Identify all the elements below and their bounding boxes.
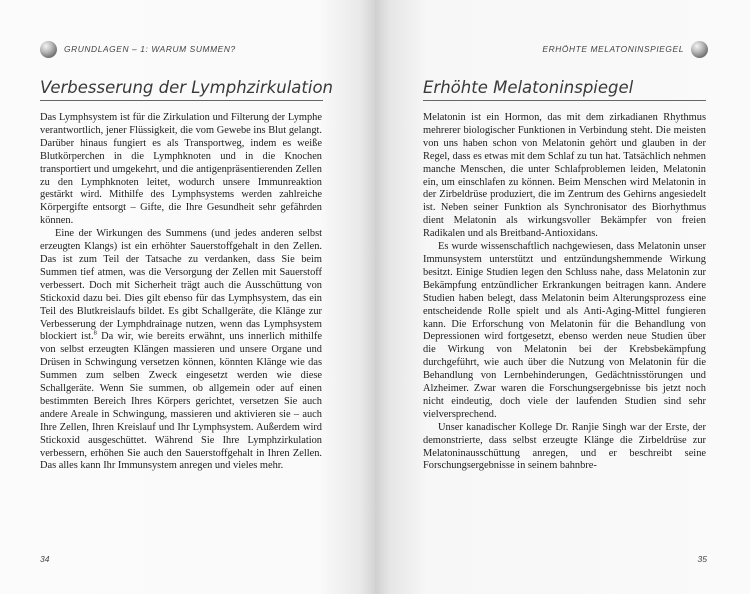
- paragraph: Das Lymphsystem ist für die Zirkulation und Filterung der Lymphe verantwortlich, jener Flüssigkeit, die vom Gewebe ins Blut gelangt. Darüber hinaus fungiert es als Transportweg, indem es weiße Blutkörperchen in die Lymphknoten und in die Knochen transportiert und umgekehrt, und die antigenpräsentierenden Zellen zu den Lymphknoten leitet, wodurch unsere Immunreaktion gestärkt wird. Mithilfe des Lymphsystems werden zahlreiche Körpergifte entsorgt – Gifte, die Ihre Gesundheit sehr gefährden können.: [40, 112, 322, 227]
- running-head-text: ERHÖHTE MELATONINSPIEGEL: [542, 44, 684, 54]
- paragraph-text: Eine der Wirkungen des Summens (und jedes anderen selbst erzeugten Klangs) ist ein erhöhter Sauerstoffgehalt in den Zellen. Das ist zum Teil der Tatsache zu verdanken, dass Sie beim Summen tief atmen, was die Versorgung der Zellen mit Sauerstoff verbessert. Doch mit Sicherheit trägt auch die Ausschüttung von Stickoxid dazu bei. Dies gilt ebenso für das Lymphsystem, das ein Teil des Blutkreislaufs bildet. Es gibt Schallgeräte, die Klänge zur Verbesserung der Lymphdrainage nutzen, wenn das Lymphsystem blockiert ist.: [40, 228, 322, 343]
- right-page: [375, 0, 750, 594]
- paragraph: Melatonin ist ein Hormon, das mit dem zirkadianen Rhythmus mehrerer biologischer Funktionen in Verbindung steht. Die meisten von uns haben schon von Melatonin gehört und glauben in der Regel, dass es etwas mit dem Schlaf zu tun hat. Tatsächlich nehmen manche Menschen, die unter Schlafproblemen leiden, Melatonin ein, um einschlafen zu können. Beim Menschen wird Melatonin in der Zirbeldrüse produziert, die im Zentrum des Gehirns angesiedelt ist. Neben seiner Funktion als Synchronisator des Biorhythmus dient Melatonin als wirkungsvoller Bekämpfer von freien Radikalen und als Breitband-Antioxidans.: [423, 112, 706, 240]
- paragraph: [40, 228, 322, 473]
- running-head-right: [542, 38, 708, 60]
- page-number: 34: [40, 554, 50, 564]
- sphere-icon: [691, 41, 708, 58]
- paragraph: Es wurde wissenschaftlich nachgewiesen, dass Melatonin unser Immunsystem unterstützt und entzündungshemmende Wirkung besitzt. Einige Studien legen den Schluss nahe, dass Melatonin zur Bekämpfung entzündlicher Erkrankungen beitragen kann. Andere Studien haben belegt, dass Melatonin beim Alterungsprozess eine entscheidende Rolle spielt und als Anti-Aging-Mittel fungieren kann. Die Erforschung von Melatonin für die Behandlung von Depressionen wird fortgesetzt, ebenso werden neue Studien über die Wirkung von Melatonin bei der Krebsbekämpfung durchgeführt, wie auch über die Nutzung von Melatonin für die Behandlung von Lernbehinderungen, Gedächtnisstörungen und Alzheimer. Zwar waren die Forschungsergebnisse bis jetzt noch nicht eindeutig, doch viele der laufenden Studien sind sehr vielversprechend.: [423, 241, 706, 420]
- paragraph: Unser kanadischer Kollege Dr. Ranjie Singh war der Erste, der demonstrierte, dass selbst erzeugte Klänge die Zirbeldrüse zur Melatoninausschüttung anregen, und er beschreibt seine Forschungsergebnisse in seinem bahnbre-: [423, 421, 706, 472]
- paragraph-text: Da wir, wie bereits erwähnt, uns innerlich mithilfe von selbst erzeugten Klängen massieren und unsere Organe und Drüsen in Schwingung versetzen können, könnten Klänge wie das Summen zum selben Zweck eingesetzt werden wie diese Schallgeräte. Wenn Sie summen, ob allgemein oder auf einen bestimmten Bereich Ihres Körpers gerichtet, versetzen Sie auch andere Areale in Schwingung, massieren und aktivieren sie – auch Ihre Zellen, Ihren Kreislauf und Ihr Lymphsystem. Außerdem wird Stickoxid ausgeschüttet. Während Sie Ihre Lymphzirkulation verbessern, erhöhen Sie auch den Sauerstoffgehalt in Ihren Zellen. Das alles kann Ihr Immunsystem anregen und vieles mehr.: [40, 331, 322, 472]
- page-number: 35: [697, 554, 707, 564]
- section-heading: Erhöhte Melatoninspiegel: [423, 78, 706, 101]
- running-head-text: GRUNDLAGEN – 1: WARUM SUMMEN?: [64, 44, 236, 54]
- body-text: [423, 112, 706, 473]
- footnote-reference: 8: [93, 329, 97, 337]
- sphere-icon: [40, 41, 57, 58]
- body-text: [40, 112, 322, 473]
- running-head-left: [40, 38, 236, 60]
- section-heading: Verbesserung der Lymphzirkulation: [40, 78, 323, 101]
